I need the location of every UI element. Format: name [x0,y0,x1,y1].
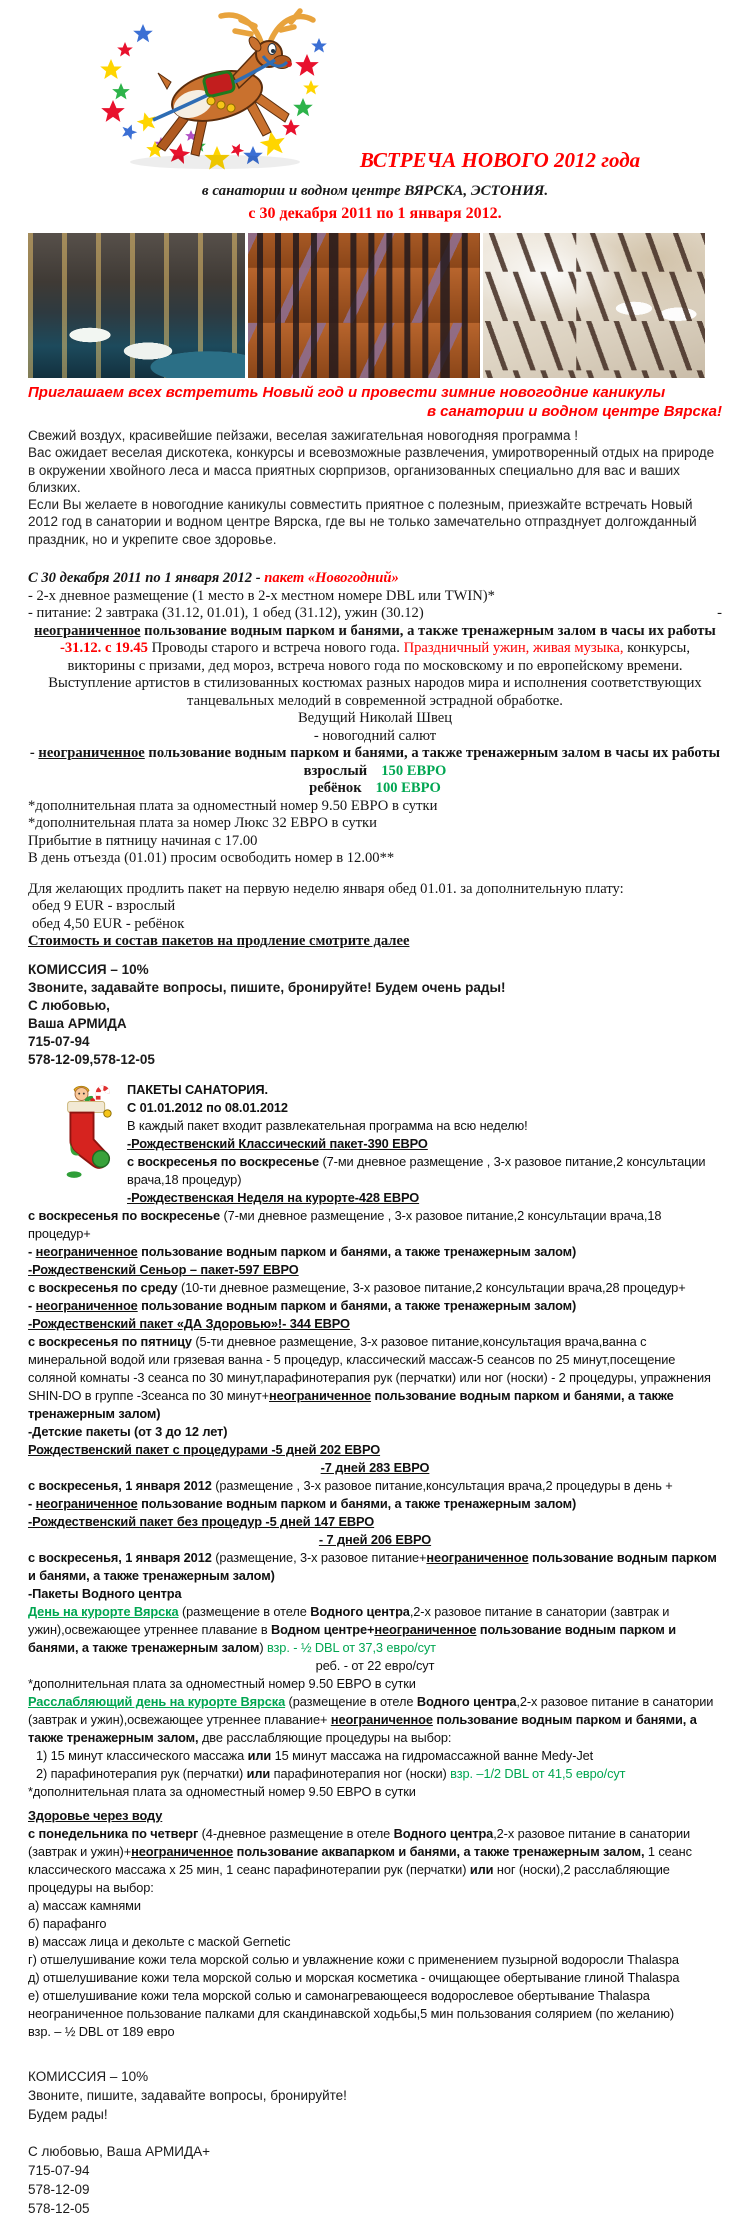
note-arrival: Прибытие в пятницу начиная с 17.00 [28,832,258,849]
call-to-action: Звоните, задавайте вопросы, пишите, бронируйте! Будем очень рады! [28,979,506,995]
water-center-packages-section [28,1603,722,2041]
or-word: или [469,1861,494,1877]
kids-packages-title: -Детские пакеты (от 3 до 12 лет) [28,1423,228,1439]
relax-option-1 [28,1747,722,1765]
program-salute: - новогодний салют [313,727,437,744]
intro-paragraph-3: Если Вы желаете в новогодние каникулы совместить приятное с полезным, приезжайте встречать Новый 2012 год в санатории и водном центре Вярска, где вы не только замечательно отпразднует долгожданный праздник, но и укрепите свое здоровье. [28,497,697,547]
photo-restaurant-hall [248,233,480,378]
day-package-price-child: реб. - от 22 евро/сут [315,1657,435,1673]
intro-paragraph-1: Свежий воздух, красивейшие пейзажи, веселая зажигательная новогодняя программа ! [28,428,578,443]
note-single-room: *дополнительная плата за одноместный номер 9.50 ЕВРО в сутки [28,797,438,814]
signature-love: С любовью, [28,997,110,1013]
signature-line: С любовью, Ваша АРМИДА+ [28,2143,211,2159]
relax-package-heading: Расслабляющий день на курорте Вярска [28,1693,286,1709]
health-water-option-e: е) отшелушивание кожи тела морской солью и самонагревающееся водорослевое обертывание Thalaspa [28,1987,650,2003]
term-run: с понедельника по четверг [28,1825,199,1841]
health-water-price: взр. – ½ DBL от 189 евро [28,2023,175,2039]
health-water-description [28,1825,722,1897]
signature-block [28,2142,722,2218]
phone-number: 715-07-94 [28,2162,90,2178]
rest-run: пользование водным парком и банями, а также тренажерным залом) [137,1495,577,1511]
contact-block-1 [28,961,722,1069]
health-water-option-d: д) отшелушивание кожи тела морской солью и морская косметика - очищающее обертывание глиной Thalaspa [28,1969,680,1985]
run: (4-дневное размещение в отеле [198,1825,394,1841]
run: ) [259,1639,267,1655]
heading-package-name-run: пакет «Новогодний» [264,570,399,587]
invitation-line-1: Приглашаем всех встретить Новый год и провести зимние новогодние каникулы [28,384,666,401]
package-senior-heading: -Рождественский Сеньор – пакет-597 ЕВРО [28,1261,299,1277]
kids-package-simple-heading: -Рождественский пакет без процедур -5 дней 147 ЕВРО [28,1513,375,1529]
day-package-heading: День на курорте Вярска [28,1603,179,1619]
unlimited-word: неограниченное [131,1843,234,1859]
phone-number: 715-07-94 [28,1033,90,1049]
kids-package-procedures-description [28,1477,722,1495]
unlimited-word: неограниченное [374,1621,477,1637]
sanatorium-packages-list [28,1207,722,1603]
reindeer-illustration [95,4,345,172]
kids-package-simple-description [28,1549,722,1585]
unlimited-word: неограниченное [35,1297,138,1313]
term-run: с воскресенья по воскресенье [127,1153,320,1169]
header [0,0,750,233]
run: парафинотерапия ног (носки) [270,1765,451,1781]
run: ног (носки),2 расслабляющие процедуры на выбор: [28,1861,670,1895]
extension-intro: Для желающих продлить пакет на первую неделю января обед 01.01. за дополнительную плату: [28,880,624,897]
christmas-stocking-illustration [63,1081,113,1183]
run: ,2-х разовое питание в санатории (завтрак и ужин)+ [28,1825,691,1859]
day-package-description [28,1603,722,1657]
run-plus: + [367,1621,375,1637]
package-heading [28,570,722,588]
extension-lunch-adult: обед 9 EUR - взрослый [32,898,176,915]
price-adult [28,763,722,781]
run: 1 сеанс классического массажа х 25 мин, 1 сеанс парафинотерапии рук (перчатки) [28,1843,692,1877]
prefix-run: - [28,1297,36,1313]
package-classic-description [127,1153,722,1189]
unlimited2-word: неограниченное [38,745,145,762]
package-senior-description [28,1279,722,1297]
relax-package-note: *дополнительная плата за одноместный номер 9.50 ЕВРО в сутки [28,1783,416,1799]
health-water-option-b: б) парафанго [28,1915,107,1931]
kids-package-simple-heading-2: - 7 дней 206 ЕВРО [318,1531,432,1547]
price-child-label: ребёнок [309,780,362,797]
term-run: с воскресенья, 1 января 2012 [28,1477,212,1493]
run: ,2-х разовое питание в санатории (завтрак и ужин),освежающее утреннее плавание в [28,1603,670,1637]
relax-package-description [28,1693,722,1747]
desc-run: (7-ми дневное размещение , 3-х разовое питание,2 консультации врача,18 процедур) [127,1153,706,1187]
entertainment-note: В каждый пакет входит развлекательная программа на всю неделю! [127,1117,528,1133]
run-bold: пользование аквапарком и банями, а также тренажерным залом, [233,1843,645,1859]
unlimited2-prefix: - [29,745,39,762]
run: ,2-х разовое питание в санатории (завтрак и ужин),освежающее утреннее плавание+ [28,1693,714,1727]
run-bold: пользование водным парком и банями, а также тренажерным залом [28,1621,676,1655]
document-body [0,383,750,2218]
photo-salt-room [483,233,705,378]
wrap-dash: - [717,605,722,622]
package-health-description [28,1333,722,1423]
meals-run: - питание: 2 завтрака (31.12, 01.01), 1 обед (31.12), ужин (30.12) [28,605,424,622]
package-week-heading: -Рождественская Неделя на курорте-428 ЕВРО [127,1189,420,1205]
run-bold: Водного центра [393,1825,494,1841]
sanatorium-packages-dates: С 01.01.2012 по 08.01.2012 [127,1099,288,1115]
prefix-run: - [28,1243,36,1259]
intro-paragraph-2: Вас ожидает веселая дискотека, конкурсы и всевозможные развлечения, умиротворенный отдых на природе в окружении хвойного леса и масса приятных сюрпризов, организованных специально для вас и ваших близких. [28,445,715,495]
kids-package-procedures-heading-2: -7 дней 283 ЕВРО [320,1459,430,1475]
desc-run: (10-ти дневное размещение, 3-х разовое питание,2 консультации врача,28 процедур+ [177,1279,686,1295]
package-classic-heading: -Рождественский Классический пакет-390 ЕВРО [127,1135,428,1151]
run-bold: Водного центра [416,1693,517,1709]
day-package-note: *дополнительная плата за одноместный номер 9.50 ЕВРО в сутки [28,1675,416,1691]
commission-line: КОМИССИЯ – 10% [28,961,149,977]
desc-run: (7-ми дневное размещение , 3-х разовое питание,2 консультации врача,18 процедур+ [28,1207,662,1241]
phone-numbers: 578-12-09,578-12-05 [28,1051,155,1067]
prefix-run: - [28,1495,36,1511]
extension-section [28,881,722,951]
health-water-option-g: г) отшелушивание кожи тела морской солью и увлажнение кожи с применением пузырной водоросли Thalaspa [28,1951,679,1967]
price-adult-run: взр. –1/2 DBL от 41,5 евро/сут [450,1765,626,1781]
unlimited2-rest: пользование водным парком и банями, а также тренажерным залом в часы их работы [144,745,721,762]
page-subtitle: в санатории и водном центре ВЯРСКА, ЭСТОНИЯ. [201,183,549,199]
kids-package-procedures-heading: Рождественский пакет с процедурами -5 дней 202 ЕВРО [28,1441,381,1457]
photo-water-park-pools [28,233,245,378]
water-center-packages-title: -Пакеты Водного центра [28,1585,182,1601]
event-dates: с 30 декабря 2011 по 1 января 2012. [248,205,502,222]
invitation-line-2: в санатории и водном центре Вярска! [426,403,722,420]
or-word: или [247,1747,272,1763]
sanatorium-packages-header [28,1081,722,1207]
run: (размещение в отеле [178,1603,311,1619]
program-host: Ведущий Николай Швец [297,710,453,727]
signature-name: Ваша АРМИДА [28,1015,127,1031]
sanatorium-packages-intro [127,1081,722,1207]
package-week-description [28,1207,722,1243]
unlimited-access-line-2 [28,745,722,763]
unlimited-access-line [28,623,722,641]
relax-option-2 [28,1765,722,1783]
package-health-heading: -Рождественский пакет «ДА Здоровью»!- 344 ЕВРО [28,1315,350,1331]
program-run-2: конкурсы, викторины с призами, дед мороз, встреча нового года по московскому и по европейскому времени. Выступление артистов в стилизованных костюмах разных народов мира и исполнения соответствующих танцевальных мелодий в современной эстрадной обработке. [48,640,702,709]
term-run: с воскресенья, 1 января 2012 [28,1549,212,1565]
run-bold: Водного центра [310,1603,410,1619]
extension-lunch-child: обед 4,50 EUR - ребёнок [32,915,185,932]
new-year-package-section [28,570,722,868]
unlimited-word: неограниченное [34,622,141,639]
price-child-value: 100 ЕВРО [375,780,441,797]
health-water-heading: Здоровье через воду [28,1807,163,1823]
glad-line: Будем рады! [28,2106,108,2122]
intro-section [28,427,722,548]
desc-run: (размещение , 3-х разовое питание,консультация врача,2 процедуры в день + [211,1477,673,1493]
rest-run: пользование водным парком и банями, а также тренажерным залом) [28,1387,674,1421]
package-week-unlimited [28,1243,722,1261]
run: 15 минут массажа на гидромассажной ванне Medy-Jet [271,1747,594,1763]
term-run: с воскресенья по пятницу [28,1333,192,1349]
extension-more-info: Стоимость и состав пакетов на продление смотрите далее [28,933,410,950]
run: 1) 15 минут классического массажа [36,1747,248,1763]
rest-run: пользование водным парком и банями, а также тренажерным залом) [137,1297,577,1313]
sanatorium-packages-title: ПАКЕТЫ САНАТОРИЯ. [127,1081,268,1097]
package-senior-unlimited [28,1297,722,1315]
program-run-red: Праздничный ужин, живая музыка, [403,640,624,657]
desc-run: (5-ти дневное размещение, 3-х разовое питание,консультация врача,ванна с минеральной водой или грязевая ванна - 5 процедур, классический массаж-5 сеансов по 25 минут,посещение соляной комнаты -3 сеанса по 30 минут,парафинотерапия рук (перчатки) или ног (носки) - 2 процедуры, упражнения SHIN-DO в группе -3сеанса по 30 минут+ [28,1333,711,1403]
unlimited-word: неограниченное [269,1387,372,1403]
price-adult-label: взрослый [303,762,368,779]
run: 2) парафинотерапия рук (перчатки) [36,1765,247,1781]
phone-number: 578-12-09 [28,2181,90,2197]
commission-line: КОМИССИЯ – 10% [28,2068,149,2084]
desc-run: (размещение, 3-х разовое питание+ [211,1549,427,1565]
run-bold: пользование водным парком и банями, а также тренажерным залом, [28,1711,697,1745]
note-departure: В день отъезда (01.01) просим освободить номер в 12.00** [28,850,395,867]
page-title: ВСТРЕЧА НОВОГО 2012 года [359,148,641,172]
contact-block-2 [28,2067,722,2124]
run: две расслабляющие процедуры на выбор: [198,1729,452,1745]
health-water-option-a: а) массаж камнями [28,1897,141,1913]
unlimited-word: неограниченное [426,1549,529,1565]
term-run: с воскресенья по воскресенье [28,1207,221,1223]
rest-run: пользование водным парком и банями, а также тренажерным залом) [137,1243,577,1259]
term-run: с воскресенья по среду [28,1279,178,1295]
or-word: или [246,1765,271,1781]
price-adult-value: 150 ЕВРО [381,762,447,779]
kids-package-procedures-unlimited [28,1495,722,1513]
rest-run: пользование водным парком и банями, а также тренажерным залом) [28,1549,717,1583]
run: (размещение в отеле [285,1693,417,1709]
phone-number: 578-12-05 [28,2200,90,2216]
price-child [28,780,722,798]
program-description [28,640,722,710]
health-water-option-v: в) массаж лица и декольте с маской Gernetic [28,1933,291,1949]
unlimited-rest: пользование водным парком и банями, а также тренажерным залом в часы их работы [140,622,716,639]
unlimited-word: неограниченное [35,1495,138,1511]
health-water-extra: неограниченное пользование палками для скандинавской ходьбы,5 мин пользования солярием (по желанию) [28,2005,674,2021]
package-item-accommodation: - 2-х дневное размещение (1 место в 2-х местном номере DBL или TWIN)* [28,587,495,604]
heading-dates-run: С 30 декабря 2011 по 1 января 2012 - [28,570,265,587]
run-bold: Водном центре [270,1621,368,1637]
program-run-1: Проводы старого и встреча нового года. [151,640,404,657]
reindeer [130,11,313,169]
unlimited-word: неограниченное [330,1711,433,1727]
price-adult-run: взр. - ½ DBL от 37,3 евро/сут [266,1639,436,1655]
call-to-action: Звоните, пишите, задавайте вопросы, бронируйте! [28,2087,347,2103]
unlimited-word: неограниченное [35,1243,138,1259]
photo-strip [28,233,722,378]
program-time-run: -31.12. с 19.45 [59,640,152,657]
note-lux-room: *дополнительная плата за номер Люкс 32 ЕВРО в сутки [28,815,377,832]
package-item-meals [28,605,722,623]
